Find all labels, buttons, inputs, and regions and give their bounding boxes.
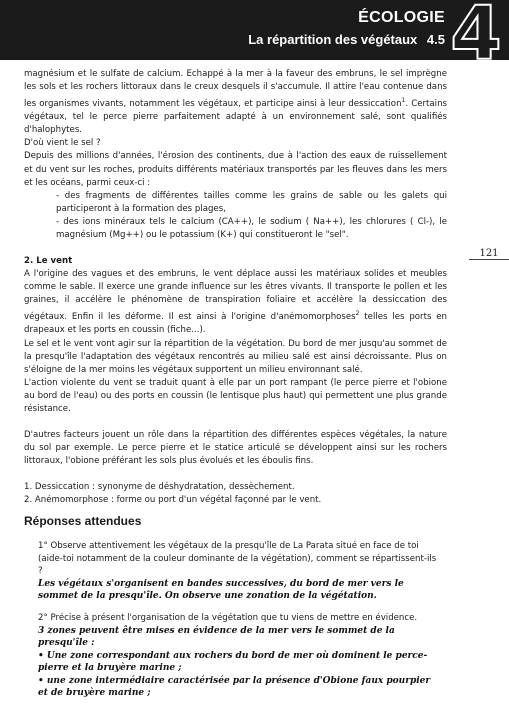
paragraph [24, 68, 447, 137]
paragraph-text: . Certains végétaux, tel le perce pierre parfaitement adapté à un environnement salé, sont qualifiés d'halophytes. [24, 99, 447, 136]
paragraph: D'où vient le sel ? [24, 138, 101, 149]
answer-text: • une zone intermédiaire caractérisée par la présence d'Obione faux pourpier et de bruyère marine ; [38, 675, 431, 698]
question-text: 1° Observe attentivement les végétaux de la presqu'île de La Parata situé en face de toi (aide-toi notamment de la couleur dominante de la végétation), comment se répartissent-ils ? [38, 541, 437, 576]
paragraph-text: telles les ports en drapeaux et les ports en coussin (fiche...). [24, 312, 447, 336]
paragraph: Le sel et le vent vont agir sur la répartition de la végétation. Du bord de mer jusqu'au sommet de la presqu'île l'adaptation des végétaux rencontrés au milieu salé est ainsi décroissante. Plus on s'éloigne de la mer moins les végétaux supportent un milieu environnant salé. [24, 338, 447, 375]
footnote: 1. Dessiccation : synonyme de déshydratation, dessèchement. [24, 482, 295, 493]
paragraph: L'action violente du vent se traduit quant à elle par un port rampant (le perce pierre et l'obione au bord de l'eau) ou des ports en coussin (le lentisque plus haut) qui permettent une plus grande résistance. [24, 377, 447, 414]
footnote-ref: 1 [401, 97, 406, 105]
question-2 [38, 612, 442, 700]
subject-title: ÉCOLOGIE [358, 9, 445, 26]
section-title-text: La répartition des végétaux [248, 32, 418, 47]
answer-text: • Une zone correspondant aux rochers du bord de mer où dominent le perce-pierre et la bruyère marine ; [38, 650, 428, 673]
paragraph: Depuis des millions d'années, l'érosion des continents, due à l'action des eaux de ruissellement et du vent sur les roches, produits différents matériaux transportés par les fleuves dans les mers et les océans, parmi ceux-ci : [24, 151, 447, 188]
answer-text: 3 zones peuvent être mises en évidence de la mer vers le sommet de la presqu'île : [38, 625, 395, 648]
section-number: 4.5 [426, 32, 445, 47]
list-item: - des fragments de différentes tailles comme les grains de sable ou les galets qui participeront à la formation des plages, [56, 190, 447, 214]
answers-heading: Réponses attendues [24, 514, 142, 528]
question-text: 2° Précise à présent l'organisation de la végétation que tu viens de mettre en évidence. [38, 613, 418, 623]
question-1 [38, 540, 442, 603]
section-heading: 2. Le vent [24, 256, 73, 267]
page-number: 121 [479, 248, 499, 259]
footnote-ref: 2 [355, 310, 360, 318]
list-item: - des ions minéraux tels le calcium (CA++), le sodium ( Na++), les chlorures ( Cl-), le magnésium (Mg++) ou le potassium (K+) qui constitueront le "sel". [56, 216, 447, 240]
body-text [24, 68, 447, 508]
chapter-number: 4 [450, 0, 502, 77]
paragraph-text: magnésium et le sulfate de calcium. Echappé à la mer à la faveur des embruns, le sel imprègne les sols et les rochers littoraux dans le creux desquels il s'accumule. Il attire l'eau contenue dans les organismes vivants, notamment les végétaux, et participe ainsi à leur dessiccation [24, 69, 447, 110]
section-title [248, 32, 445, 47]
spacer [24, 416, 447, 429]
page-number-rule [469, 259, 509, 260]
answer-text: Les végétaux s'organisent en bandes successives, du bord de mer vers le sommet de la presqu'île. On observe une zonation de la végétation. [38, 578, 404, 601]
paragraph [24, 268, 447, 337]
footnote: 2. Anémomorphose : forme ou port d'un végétal façonné par le vent. [24, 495, 322, 506]
paragraph-text: A l'origine des vagues et des embruns, le vent déplace aussi les matériaux solides et meubles comme le sable. Il exerce une grande influence sur les êtres vivants. Il transporte le pollen et les graines, il accélère le phénomène de transpiration foliaire et accélère la dessiccation des végétaux. Enfin il les déforme. Il est ainsi à l'origine d'anémomorphoses [24, 269, 447, 323]
paragraph: D'autres facteurs jouent un rôle dans la répartition des différentes espèces végétales, la nature du sol par exemple. Le perce pierre et le statice articulé se développent ainsi sur les rochers littoraux, l'obione préférant les sols plus évolués et les éboulis fins. [24, 430, 447, 467]
spacer [24, 468, 447, 481]
